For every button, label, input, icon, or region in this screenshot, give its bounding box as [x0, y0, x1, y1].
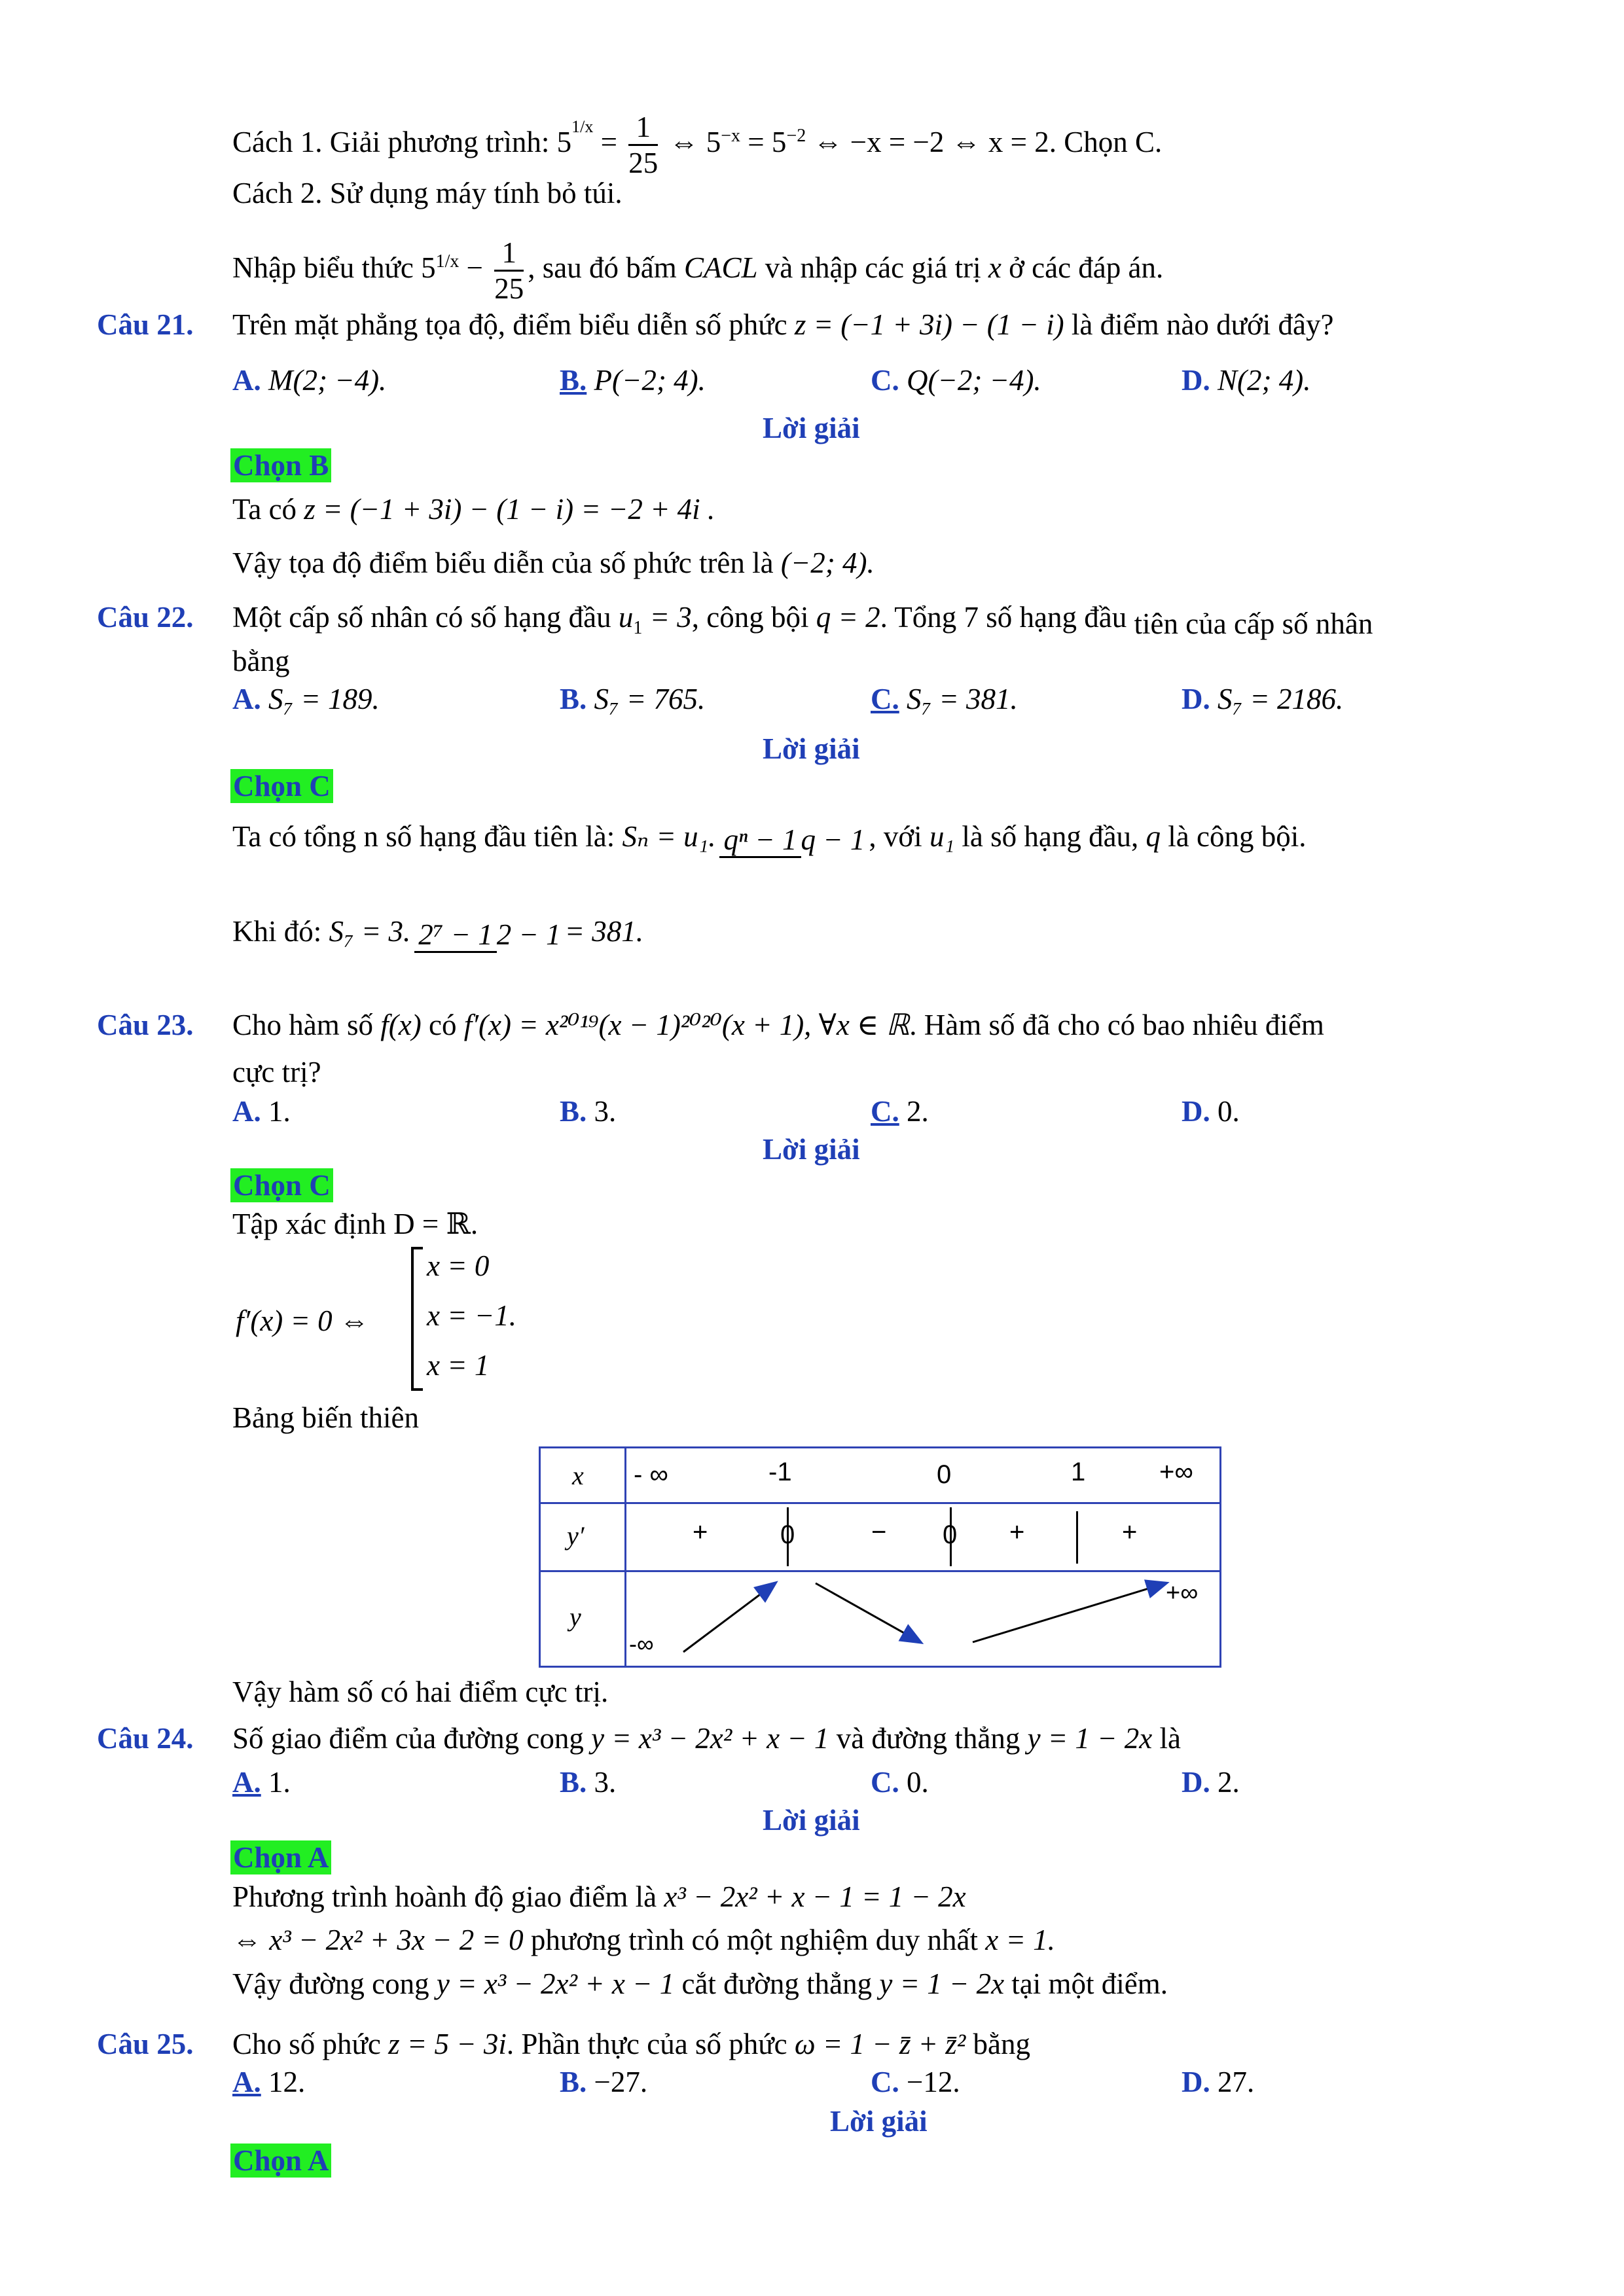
- q23-roots-bracket: [411, 1247, 423, 1391]
- table-x-neg-inf: - ∞: [634, 1460, 668, 1489]
- q21-solution-line2: Vậy tọa độ điểm biểu diễn của số phức trên là (−2; 4).: [232, 547, 875, 579]
- q22-option-c[interactable]: C. S₇ = 381.: [871, 683, 1018, 715]
- q23-domain: Tập xác định D = ℝ.: [232, 1208, 478, 1240]
- q23-table-caption: Bảng biến thiên: [232, 1401, 419, 1434]
- q23-derivative-eq: f′(x) = 0 ⇔: [236, 1304, 369, 1337]
- q21-option-d[interactable]: D. N(2; 4).: [1182, 364, 1311, 397]
- q23-option-a[interactable]: A. 1.: [232, 1095, 291, 1128]
- q25-option-b[interactable]: B. −27.: [560, 2066, 648, 2098]
- q21-solution-line1: Ta có z = (−1 + 3i) − (1 − i) = −2 + 4i .: [232, 493, 715, 526]
- table-y-pos-inf: +∞: [1166, 1579, 1199, 1607]
- question-22-label: Câu 22.: [97, 601, 194, 634]
- q24-solution-line3: Vậy đường cong y = x³ − 2x² + x − 1 cắt đường thẳng y = 1 − 2x tại một điểm.: [232, 1967, 1168, 2000]
- question-23-stem-cont: cực trị?: [232, 1056, 321, 1088]
- q23-option-d[interactable]: D. 0.: [1182, 1095, 1240, 1128]
- cach2-expr: $5^{1/x}$ − $\frac{1}{25}$: [421, 236, 524, 305]
- question-22-stem-cont: bằng: [232, 645, 290, 677]
- table-x-pos-inf: +∞: [1159, 1458, 1193, 1486]
- q23-root-2: x = −1.: [427, 1299, 516, 1332]
- q22-solution-line2: Khi đó: S₇ = 3. 2⁷ − 1 2 − 1 = 381.: [232, 913, 643, 953]
- q24-solution-heading: Lời giải: [763, 1804, 860, 1837]
- question-24-stem: Số giao điểm của đường cong y = x³ − 2x² + x − 1 và đường thẳng y = 1 − 2x là: [232, 1722, 1181, 1755]
- cach1-math: $5^{1/x}$ = $\frac{1}{25}$ ⇔ $5^{-x} = 5^{-2}$ ⇔ −x = −2 ⇔ x = 2: [556, 111, 1049, 179]
- q24-option-d[interactable]: D. 2.: [1182, 1766, 1240, 1799]
- question-23-stem: Cho hàm số f(x) có f′(x) = x²⁰¹⁹(x − 1)²⁰²⁰(x + 1), ∀x ∈ ℝ. Hàm số đã cho có bao nhiêu điểm: [232, 1009, 1324, 1041]
- q22-option-b[interactable]: B. S₇ = 765.: [560, 683, 706, 715]
- q24-solution-line2: ⇔ x³ − 2x² + 3x − 2 = 0 phương trình có một nghiệm duy nhất x = 1.: [232, 1924, 1055, 1956]
- q21-option-a[interactable]: A. M(2; −4).: [232, 364, 387, 397]
- question-21-stem: Trên mặt phẳng tọa độ, điểm biểu diễn số phức z = (−1 + 3i) − (1 − i) là điểm nào dưới đây?: [232, 308, 1334, 341]
- table-sign-4: 0: [943, 1520, 958, 1549]
- cach2-instruction: Nhập biểu thức $5^{1/x}$ − $\frac{1}{25}$ , sau đó bấm CACL và nhập các giá trị x ở các đáp án.: [232, 236, 1164, 305]
- q25-option-d[interactable]: D. 27.: [1182, 2066, 1255, 2098]
- q25-solution-heading: Lời giải: [830, 2105, 928, 2138]
- question-21-label: Câu 21.: [97, 308, 194, 341]
- q23-root-1: x = 0: [427, 1249, 490, 1282]
- table-x-zero: 0: [937, 1460, 952, 1489]
- q23-option-c[interactable]: C. 2.: [871, 1095, 929, 1128]
- q23-answer-badge: Chọn C: [230, 1168, 333, 1202]
- table-undefined-bar: [1076, 1511, 1078, 1564]
- table-zero-tick: [950, 1507, 952, 1566]
- q21-solution-heading: Lời giải: [763, 412, 860, 444]
- q22-option-d[interactable]: D. S₇ = 2186.: [1182, 683, 1344, 715]
- q25-option-a[interactable]: A. 12.: [232, 2066, 306, 2098]
- q24-option-b[interactable]: B. 3.: [560, 1766, 617, 1799]
- q24-answer-badge: Chọn A: [230, 1840, 331, 1874]
- q21-option-b[interactable]: B. P(−2; 4).: [560, 364, 706, 397]
- q25-option-c[interactable]: C. −12.: [871, 2066, 960, 2098]
- table-y-neg-inf: -∞: [629, 1630, 654, 1657]
- q21-answer-badge: Chọn B: [230, 448, 331, 482]
- decreasing-arrow: [816, 1583, 920, 1642]
- q22-formula-fraction: qⁿ − 1 q − 1: [719, 821, 865, 858]
- q24-solution-line1: Phương trình hoành độ giao điểm là x³ − 2x² + x − 1 = 1 − 2x: [232, 1880, 966, 1913]
- table-x-one: 1: [1071, 1458, 1086, 1486]
- q23-option-b[interactable]: B. 3.: [560, 1095, 617, 1128]
- q22-option-a[interactable]: A. S₇ = 189.: [232, 683, 380, 715]
- table-sign-6: +: [1122, 1518, 1138, 1547]
- q25-answer-badge: Chọn A: [230, 2144, 331, 2178]
- q22-solution-heading: Lời giải: [763, 732, 860, 765]
- table-zero-tick: [787, 1507, 789, 1566]
- table-sign-1: +: [693, 1518, 708, 1547]
- table-row-divider: [541, 1502, 1219, 1504]
- question-25-label: Câu 25.: [97, 2028, 194, 2060]
- question-22-stem: Một cấp số nhân có số hạng đầu $u_1 = 3$, công bội q = 2. Tổng 7 số hạng đầu tiên của cấp số nhân: [232, 601, 1373, 640]
- table-arrows: [541, 1570, 1219, 1666]
- q21-option-c[interactable]: C. Q(−2; −4).: [871, 364, 1041, 397]
- q24-option-c[interactable]: C. 0.: [871, 1766, 929, 1799]
- question-25-stem: Cho số phức z = 5 − 3i. Phần thực của số phức ω = 1 − z̄ + z̄² bằng: [232, 2028, 1030, 2060]
- cach2-line: Cách 2. Sử dụng máy tính bỏ túi.: [232, 177, 623, 209]
- table-x-minus1: -1: [768, 1458, 792, 1486]
- q22-result-fraction: 2⁷ − 1 2 − 1: [414, 916, 560, 953]
- table-x-label: x: [572, 1461, 584, 1490]
- q23-root-3: x = 1: [427, 1349, 490, 1382]
- table-y-label: y: [569, 1602, 581, 1632]
- q22-solution-line1: Ta có tổng n số hạng đầu tiên là: Sₙ = u₁. qⁿ − 1 q − 1 , với u₁ là số hạng đầu, q là công bội.: [232, 818, 1307, 858]
- table-sign-3: −: [871, 1518, 887, 1547]
- table-dy-label: y′: [567, 1521, 585, 1551]
- cach1-line: Cách 1. Giải phương trình: $5^{1/x}$ = $\frac{1}{25}$ ⇔ $5^{-x} = 5^{-2}$ ⇔ −x = −2 ⇔ x = 2. Chọn C.: [232, 111, 1163, 179]
- q23-solution-heading: Lời giải: [763, 1133, 860, 1166]
- increasing-arrow: [973, 1583, 1166, 1642]
- increasing-arrow: [683, 1583, 775, 1652]
- variation-table: [539, 1446, 1221, 1668]
- question-24-label: Câu 24.: [97, 1722, 194, 1755]
- question-23-label: Câu 23.: [97, 1009, 194, 1041]
- q23-conclusion: Vậy hàm số có hai điểm cực trị.: [232, 1676, 609, 1708]
- q22-answer-badge: Chọn C: [230, 769, 333, 803]
- table-sign-5: +: [1009, 1518, 1025, 1547]
- q24-option-a[interactable]: A. 1.: [232, 1766, 291, 1799]
- table-sign-2: 0: [780, 1520, 795, 1549]
